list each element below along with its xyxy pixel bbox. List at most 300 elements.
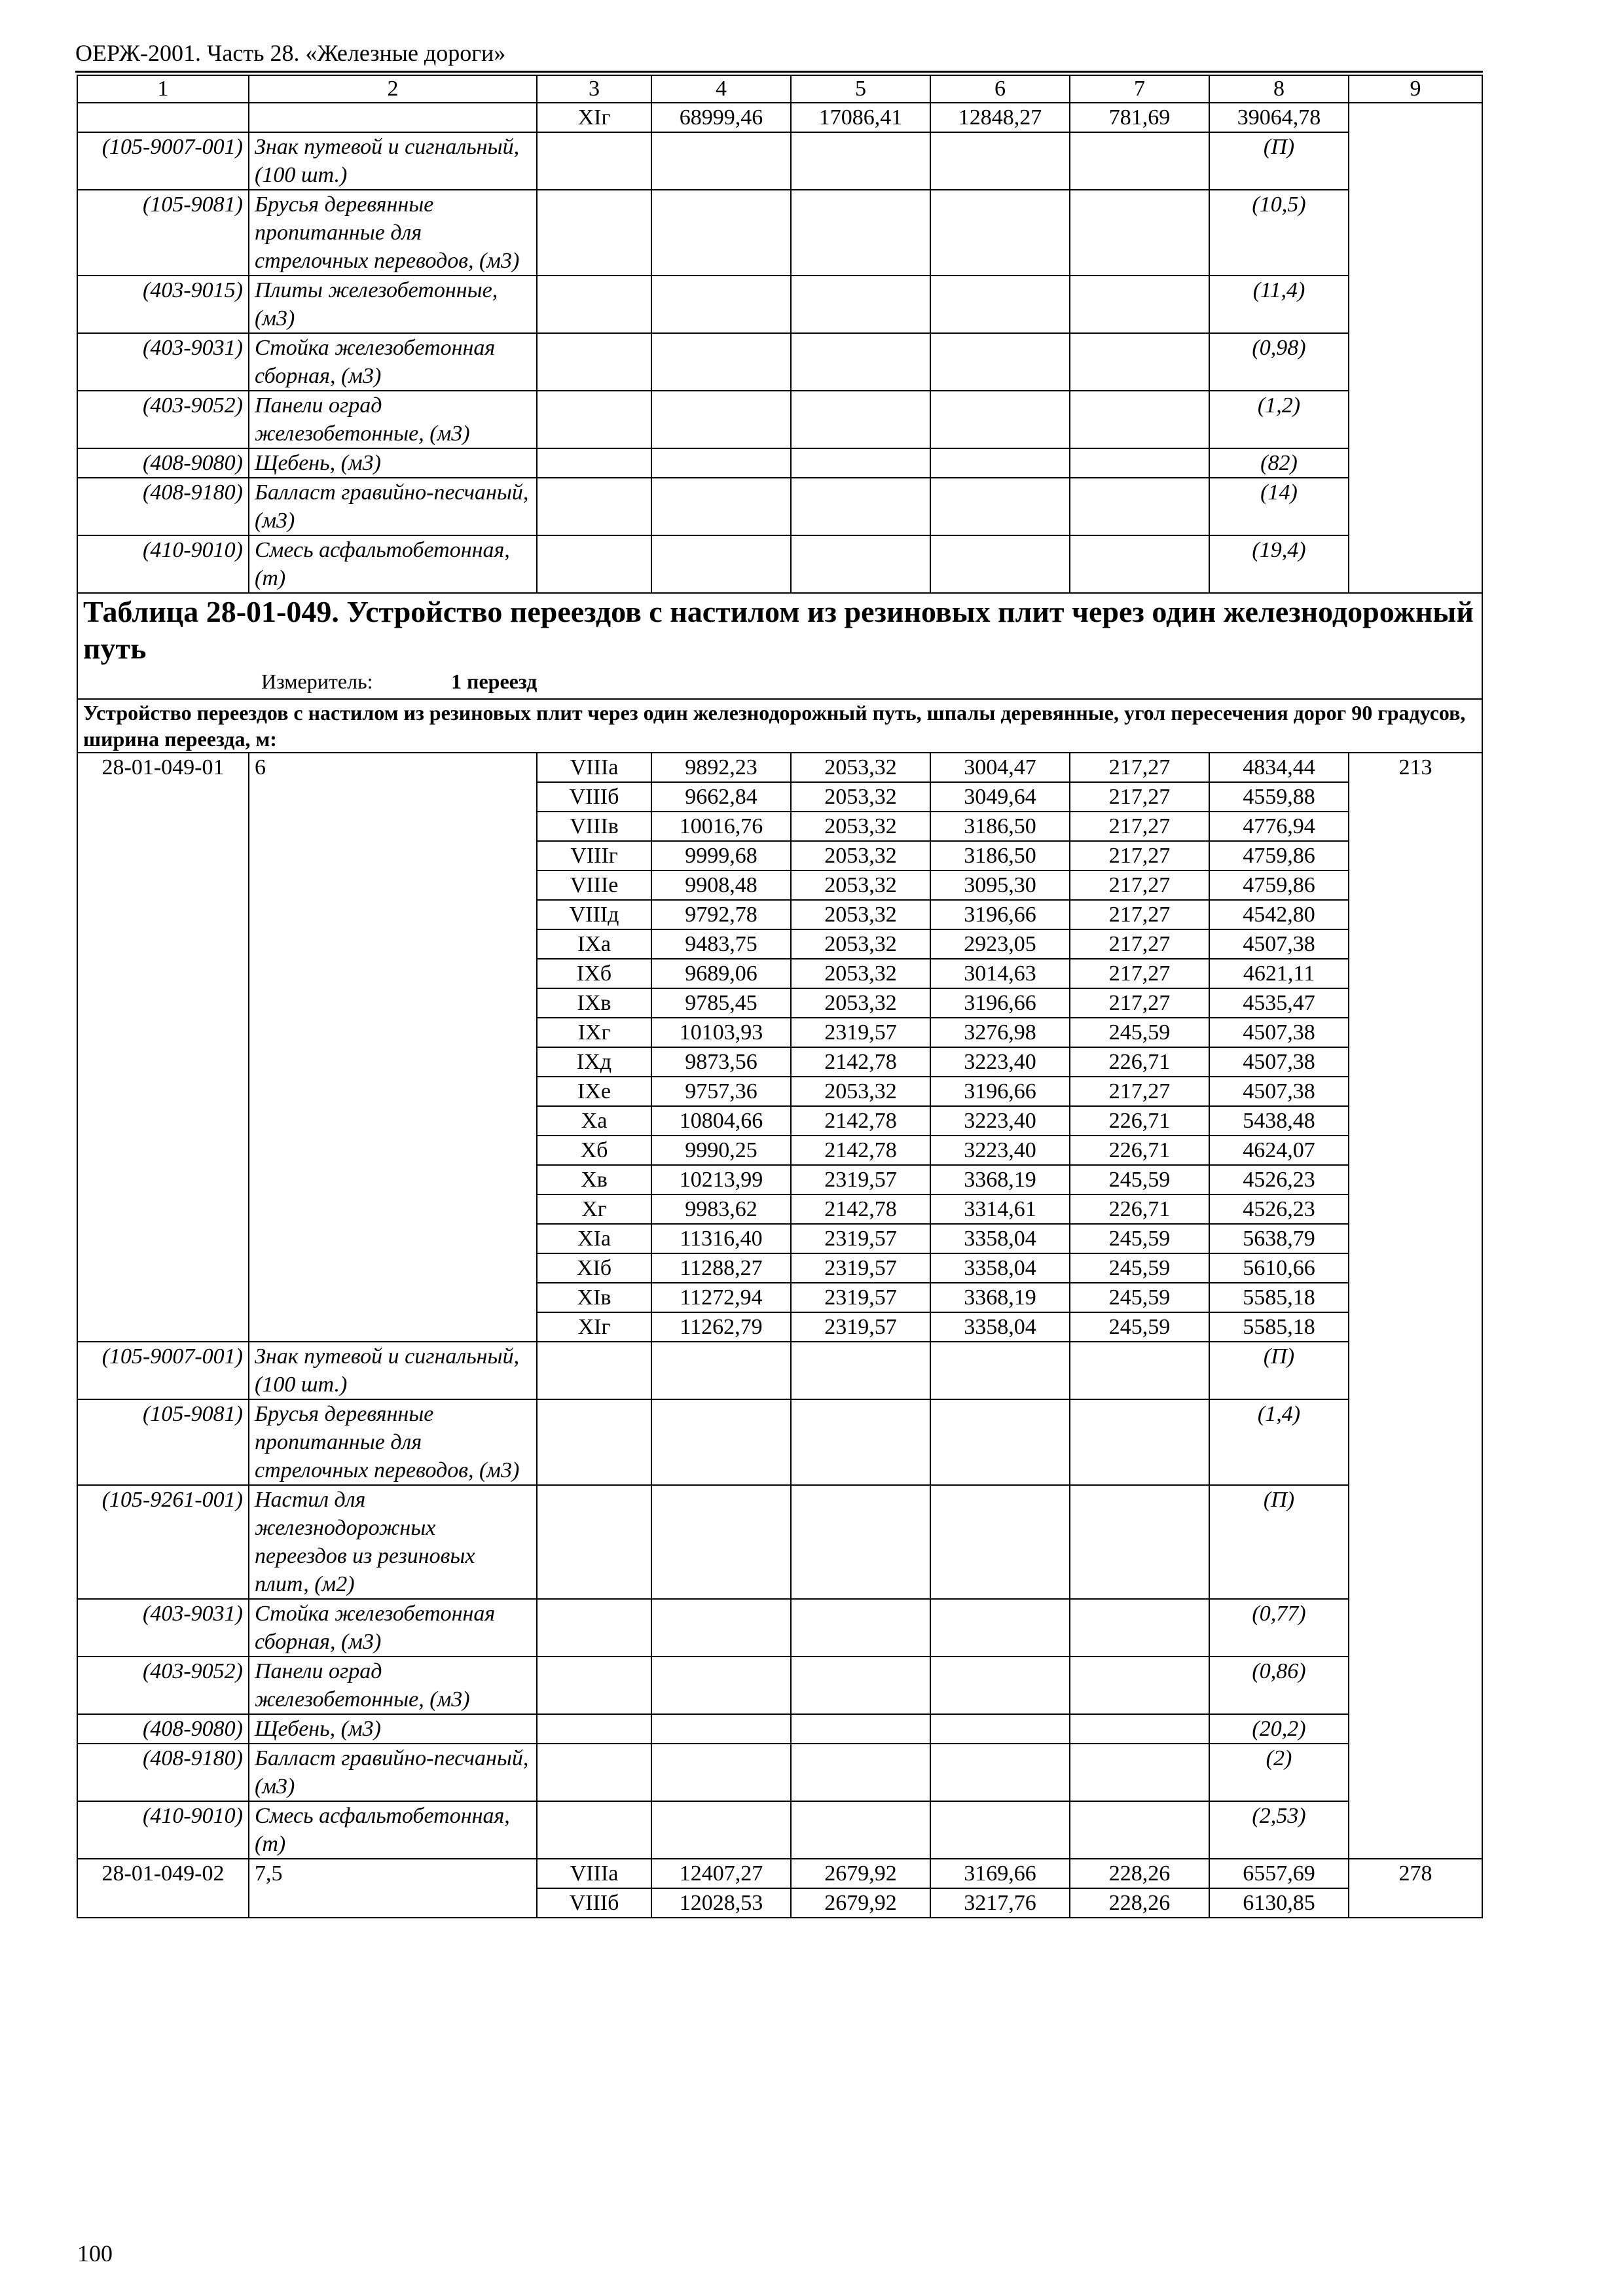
resource-row xyxy=(77,448,1482,478)
climate-zone: IXд xyxy=(537,1047,651,1077)
blank-cell xyxy=(651,132,791,190)
measure-label: Измеритель: xyxy=(261,670,373,693)
value-c5: 2142,78 xyxy=(791,1194,930,1224)
blank-cell xyxy=(1070,478,1209,535)
value-c6: 12848,27 xyxy=(930,103,1070,132)
value-c6: 3169,66 xyxy=(930,1859,1070,1888)
value-c7: 228,26 xyxy=(1070,1859,1209,1888)
blank-cell xyxy=(537,1399,651,1485)
climate-zone: IXб xyxy=(537,959,651,988)
value-c7: 228,26 xyxy=(1070,1888,1209,1918)
resource-row xyxy=(77,1801,1482,1859)
value-c8: 4535,47 xyxy=(1209,988,1349,1018)
value-c4: 10213,99 xyxy=(651,1165,791,1194)
value-c6: 3368,19 xyxy=(930,1283,1070,1312)
value-row xyxy=(77,753,1482,782)
value-c8: 4559,88 xyxy=(1209,782,1349,812)
resource-code: (105-9007-001) xyxy=(77,1342,249,1399)
blank-cell xyxy=(537,190,651,276)
value-c7: 217,27 xyxy=(1070,988,1209,1018)
value-c5: 2319,57 xyxy=(791,1165,930,1194)
resource-name: Балласт гравийно-песчаный, (м3) xyxy=(249,1744,537,1801)
value-c4: 11272,94 xyxy=(651,1283,791,1312)
table-description: Устройство переездов с настилом из резиновых плит через один железнодорожный путь, шпалы деревянные, угол пересечения дорог 90 градусов, ширина переезда, м: xyxy=(77,699,1482,753)
table-body xyxy=(77,75,1482,1918)
labor-cost: 213 xyxy=(1349,753,1482,1859)
value-c5: 2679,92 xyxy=(791,1888,930,1918)
value-c4: 11262,79 xyxy=(651,1312,791,1342)
value-c7: 217,27 xyxy=(1070,841,1209,870)
value-c4: 9662,84 xyxy=(651,782,791,812)
resource-code: (105-9081) xyxy=(77,190,249,276)
estimate-table xyxy=(77,75,1483,1918)
resource-value: (11,4) xyxy=(1209,276,1349,333)
climate-zone: VIIIг xyxy=(537,841,651,870)
blank-cell xyxy=(651,478,791,535)
measure-line xyxy=(261,667,1476,698)
blank-cell xyxy=(651,276,791,333)
table-description-row xyxy=(77,699,1482,753)
value-c6: 3004,47 xyxy=(930,753,1070,782)
blank-cell xyxy=(651,535,791,593)
value-c5: 2142,78 xyxy=(791,1136,930,1165)
blank-cell xyxy=(651,1485,791,1599)
value-c6: 3186,50 xyxy=(930,812,1070,841)
blank-cell xyxy=(930,1485,1070,1599)
value-c8: 4507,38 xyxy=(1209,929,1349,959)
column-number: 9 xyxy=(1349,75,1482,103)
resource-value: (0,98) xyxy=(1209,333,1349,391)
resource-row xyxy=(77,1744,1482,1801)
climate-zone: VIIIа xyxy=(537,1859,651,1888)
resource-name: Знак путевой и сигнальный, (100 шт.) xyxy=(249,1342,537,1399)
blank-cell xyxy=(791,1485,930,1599)
blank-cell xyxy=(791,1599,930,1657)
blank-cell xyxy=(651,1657,791,1714)
value-c7: 781,69 xyxy=(1070,103,1209,132)
value-c8: 5585,18 xyxy=(1209,1312,1349,1342)
blank-cell xyxy=(930,391,1070,448)
value-c5: 2142,78 xyxy=(791,1106,930,1136)
resource-code: (408-9180) xyxy=(77,478,249,535)
blank-cell xyxy=(651,1801,791,1859)
blank-cell xyxy=(930,190,1070,276)
rate-code: 28-01-049-01 xyxy=(77,753,249,1342)
resource-name: Смесь асфальтобетонная, (т) xyxy=(249,1801,537,1859)
resource-row xyxy=(77,1714,1482,1744)
resource-row xyxy=(77,276,1482,333)
value-c7: 217,27 xyxy=(1070,870,1209,900)
climate-zone: VIIIа xyxy=(537,753,651,782)
resource-name: Стойка железобетонная сборная, (м3) xyxy=(249,333,537,391)
climate-zone: VIIIб xyxy=(537,782,651,812)
blank-cell xyxy=(930,132,1070,190)
resource-code: (403-9015) xyxy=(77,276,249,333)
climate-zone: VIIIе xyxy=(537,870,651,900)
value-c8: 4834,44 xyxy=(1209,753,1349,782)
resource-value: (1,2) xyxy=(1209,391,1349,448)
blank-cell xyxy=(791,478,930,535)
value-c8: 4624,07 xyxy=(1209,1136,1349,1165)
value-c8: 4526,23 xyxy=(1209,1194,1349,1224)
column-number: 1 xyxy=(77,75,249,103)
blank-cell xyxy=(537,1342,651,1399)
blank-cell xyxy=(1070,190,1209,276)
value-c5: 2319,57 xyxy=(791,1283,930,1312)
blank-cell xyxy=(791,1399,930,1485)
climate-zone: XIа xyxy=(537,1224,651,1253)
rate-code: 28-01-049-02 xyxy=(77,1859,249,1918)
value-c6: 3049,64 xyxy=(930,782,1070,812)
value-c6: 3217,76 xyxy=(930,1888,1070,1918)
resource-value: (П) xyxy=(1209,132,1349,190)
value-c6: 3223,40 xyxy=(930,1106,1070,1136)
resource-value: (82) xyxy=(1209,448,1349,478)
resource-value: (14) xyxy=(1209,478,1349,535)
column-number: 5 xyxy=(791,75,930,103)
climate-zone: IXв xyxy=(537,988,651,1018)
column-number: 2 xyxy=(249,75,537,103)
blank-cell xyxy=(537,1801,651,1859)
value-c6: 3223,40 xyxy=(930,1136,1070,1165)
climate-zone: Xб xyxy=(537,1136,651,1165)
blank-cell xyxy=(651,1599,791,1657)
value-c5: 2142,78 xyxy=(791,1047,930,1077)
value-c4: 9785,45 xyxy=(651,988,791,1018)
resource-row xyxy=(77,478,1482,535)
value-c4: 9757,36 xyxy=(651,1077,791,1106)
blank-cell xyxy=(791,190,930,276)
resource-name: Брусья деревянные пропитанные для стрелочных переводов, (м3) xyxy=(249,1399,537,1485)
resource-name: Щебень, (м3) xyxy=(249,1714,537,1744)
blank-cell xyxy=(537,132,651,190)
blank-cell xyxy=(1070,276,1209,333)
blank-cell xyxy=(1070,333,1209,391)
value-c6: 3196,66 xyxy=(930,1077,1070,1106)
blank-cell xyxy=(1070,1657,1209,1714)
blank-cell xyxy=(1070,535,1209,593)
value-c6: 3358,04 xyxy=(930,1312,1070,1342)
value-c6: 2923,05 xyxy=(930,929,1070,959)
resource-name: Настил для железнодорожных переездов из резиновых плит, (м2) xyxy=(249,1485,537,1599)
value-c4: 9689,06 xyxy=(651,959,791,988)
blank-cell xyxy=(1070,1342,1209,1399)
resource-value: (П) xyxy=(1209,1485,1349,1599)
blank-cell xyxy=(1070,1714,1209,1744)
resource-code: (403-9031) xyxy=(77,333,249,391)
blank-cell xyxy=(1070,132,1209,190)
table-title-cell xyxy=(77,593,1482,699)
value-c8: 4621,11 xyxy=(1209,959,1349,988)
value-c7: 245,59 xyxy=(1070,1312,1209,1342)
value-c6: 3358,04 xyxy=(930,1224,1070,1253)
running-header: ОЕРЖ-2001. Часть 28. «Железные дороги» xyxy=(75,40,506,66)
value-c6: 3095,30 xyxy=(930,870,1070,900)
blank-cell xyxy=(930,1342,1070,1399)
blank-cell xyxy=(930,1599,1070,1657)
blank-cell xyxy=(791,448,930,478)
resource-row xyxy=(77,333,1482,391)
blank-cell xyxy=(930,448,1070,478)
value-c5: 2319,57 xyxy=(791,1312,930,1342)
value-c5: 2053,32 xyxy=(791,841,930,870)
resource-name: Брусья деревянные пропитанные для стрелочных переводов, (м3) xyxy=(249,190,537,276)
column-number: 3 xyxy=(537,75,651,103)
resource-row xyxy=(77,391,1482,448)
value-c4: 12407,27 xyxy=(651,1859,791,1888)
blank-cell xyxy=(537,1744,651,1801)
value-c5: 2053,32 xyxy=(791,929,930,959)
resource-value: (0,77) xyxy=(1209,1599,1349,1657)
resource-code: (408-9180) xyxy=(77,1744,249,1801)
value-c7: 245,59 xyxy=(1070,1283,1209,1312)
value-c6: 3314,61 xyxy=(930,1194,1070,1224)
value-c4: 9983,62 xyxy=(651,1194,791,1224)
resource-value: (20,2) xyxy=(1209,1714,1349,1744)
value-c4: 68999,46 xyxy=(651,103,791,132)
blank-cell xyxy=(1070,1485,1209,1599)
value-c8: 5438,48 xyxy=(1209,1106,1349,1136)
labor-cost: 278 xyxy=(1349,1859,1482,1918)
value-c8: 4507,38 xyxy=(1209,1018,1349,1047)
value-c4: 9483,75 xyxy=(651,929,791,959)
blank-cell xyxy=(1349,103,1482,593)
resource-value: (19,4) xyxy=(1209,535,1349,593)
value-c8: 39064,78 xyxy=(1209,103,1349,132)
blank-cell xyxy=(930,1657,1070,1714)
climate-zone: VIIIд xyxy=(537,900,651,929)
value-c7: 226,71 xyxy=(1070,1047,1209,1077)
column-number-row xyxy=(77,75,1482,103)
value-c8: 4507,38 xyxy=(1209,1047,1349,1077)
value-c4: 12028,53 xyxy=(651,1888,791,1918)
value-c8: 4526,23 xyxy=(1209,1165,1349,1194)
blank-cell xyxy=(1070,391,1209,448)
resource-row xyxy=(77,190,1482,276)
value-c6: 3368,19 xyxy=(930,1165,1070,1194)
climate-zone: Xа xyxy=(537,1106,651,1136)
value-c8: 5585,18 xyxy=(1209,1283,1349,1312)
resource-value: (10,5) xyxy=(1209,190,1349,276)
value-c4: 9990,25 xyxy=(651,1136,791,1165)
value-c6: 3276,98 xyxy=(930,1018,1070,1047)
resource-row xyxy=(77,132,1482,190)
value-c8: 4759,86 xyxy=(1209,870,1349,900)
resource-name: Плиты железобетонные, (м3) xyxy=(249,276,537,333)
value-c7: 217,27 xyxy=(1070,1077,1209,1106)
value-c4: 10016,76 xyxy=(651,812,791,841)
blank-cell xyxy=(791,1744,930,1801)
blank-cell xyxy=(930,333,1070,391)
blank-cell xyxy=(537,333,651,391)
blank-cell xyxy=(651,1744,791,1801)
blank-cell xyxy=(791,1801,930,1859)
value-c8: 4759,86 xyxy=(1209,841,1349,870)
resource-code: (410-9010) xyxy=(77,1801,249,1859)
climate-zone: XIг xyxy=(537,1312,651,1342)
blank-cell xyxy=(930,1801,1070,1859)
climate-zone: IXг xyxy=(537,1018,651,1047)
blank-cell xyxy=(1070,448,1209,478)
resource-name: Щебень, (м3) xyxy=(249,448,537,478)
value-c4: 10103,93 xyxy=(651,1018,791,1047)
resource-value: (П) xyxy=(1209,1342,1349,1399)
value-c8: 4542,80 xyxy=(1209,900,1349,929)
value-c7: 217,27 xyxy=(1070,929,1209,959)
blank-cell xyxy=(537,1714,651,1744)
value-c5: 2053,32 xyxy=(791,870,930,900)
value-c4: 11288,27 xyxy=(651,1253,791,1283)
resource-name: Знак путевой и сигнальный, (100 шт.) xyxy=(249,132,537,190)
value-c8: 5638,79 xyxy=(1209,1224,1349,1253)
resource-value: (2) xyxy=(1209,1744,1349,1801)
blank-cell xyxy=(651,448,791,478)
climate-zone: IXа xyxy=(537,929,651,959)
value-c5: 2053,32 xyxy=(791,1077,930,1106)
value-c7: 226,71 xyxy=(1070,1194,1209,1224)
rate-parameter: 6 xyxy=(249,753,537,1342)
resource-row xyxy=(77,1657,1482,1714)
blank-cell xyxy=(537,448,651,478)
blank-cell xyxy=(791,333,930,391)
blank-cell xyxy=(537,276,651,333)
column-number: 7 xyxy=(1070,75,1209,103)
page-number: 100 xyxy=(77,2240,113,2267)
resource-name: Стойка железобетонная сборная, (м3) xyxy=(249,1599,537,1657)
value-c7: 217,27 xyxy=(1070,782,1209,812)
value-c6: 3196,66 xyxy=(930,900,1070,929)
value-c6: 3186,50 xyxy=(930,841,1070,870)
resource-row xyxy=(77,1342,1482,1399)
value-c5: 17086,41 xyxy=(791,103,930,132)
resource-row xyxy=(77,1399,1482,1485)
value-c5: 2053,32 xyxy=(791,782,930,812)
measure-value: 1 переезд xyxy=(451,670,538,693)
blank-cell xyxy=(930,1744,1070,1801)
blank-cell xyxy=(651,1399,791,1485)
value-c4: 11316,40 xyxy=(651,1224,791,1253)
blank-cell xyxy=(930,1714,1070,1744)
climate-zone: XIг xyxy=(537,103,651,132)
blank-cell xyxy=(1070,1399,1209,1485)
climate-zone: XIб xyxy=(537,1253,651,1283)
table-title: Таблица 28-01-049. Устройство переездов с настилом из резиновых плит через один железнодорожный путь xyxy=(83,595,1474,665)
value-c5: 2679,92 xyxy=(791,1859,930,1888)
blank-cell xyxy=(791,1657,930,1714)
blank-cell xyxy=(651,391,791,448)
blank-cell xyxy=(791,1342,930,1399)
value-c7: 226,71 xyxy=(1070,1106,1209,1136)
value-c6: 3223,40 xyxy=(930,1047,1070,1077)
value-c7: 217,27 xyxy=(1070,812,1209,841)
resource-code: (403-9052) xyxy=(77,391,249,448)
blank-cell xyxy=(1070,1599,1209,1657)
resource-name: Панели оград железобетонные, (м3) xyxy=(249,1657,537,1714)
value-c6: 3014,63 xyxy=(930,959,1070,988)
blank-cell xyxy=(930,276,1070,333)
resource-code: (403-9052) xyxy=(77,1657,249,1714)
climate-zone: Xг xyxy=(537,1194,651,1224)
blank-cell xyxy=(537,1657,651,1714)
value-c4: 9873,56 xyxy=(651,1047,791,1077)
climate-zone: IXе xyxy=(537,1077,651,1106)
resource-value: (0,86) xyxy=(1209,1657,1349,1714)
blank-cell xyxy=(1070,1801,1209,1859)
blank-cell xyxy=(537,478,651,535)
resource-code: (408-9080) xyxy=(77,448,249,478)
blank-cell xyxy=(791,391,930,448)
value-c4: 9792,78 xyxy=(651,900,791,929)
resource-code: (410-9010) xyxy=(77,535,249,593)
value-c7: 226,71 xyxy=(1070,1136,1209,1165)
value-c8: 6130,85 xyxy=(1209,1888,1349,1918)
blank-cell xyxy=(77,103,249,132)
blank-cell xyxy=(930,535,1070,593)
blank-cell xyxy=(249,103,537,132)
resource-name: Смесь асфальтобетонная, (т) xyxy=(249,535,537,593)
table-title-row xyxy=(77,593,1482,699)
blank-cell xyxy=(537,391,651,448)
value-c7: 245,59 xyxy=(1070,1224,1209,1253)
value-c4: 9892,23 xyxy=(651,753,791,782)
value-c8: 5610,66 xyxy=(1209,1253,1349,1283)
blank-cell xyxy=(651,1714,791,1744)
value-c8: 4507,38 xyxy=(1209,1077,1349,1106)
value-c4: 10804,66 xyxy=(651,1106,791,1136)
resource-code: (105-9007-001) xyxy=(77,132,249,190)
blank-cell xyxy=(537,1485,651,1599)
resource-row xyxy=(77,1485,1482,1599)
resource-value: (1,4) xyxy=(1209,1399,1349,1485)
value-c4: 9908,48 xyxy=(651,870,791,900)
rate-parameter: 7,5 xyxy=(249,1859,537,1918)
column-number: 6 xyxy=(930,75,1070,103)
blank-cell xyxy=(651,1342,791,1399)
value-c7: 245,59 xyxy=(1070,1253,1209,1283)
blank-cell xyxy=(1070,1744,1209,1801)
resource-code: (408-9080) xyxy=(77,1714,249,1744)
resource-row xyxy=(77,535,1482,593)
value-c5: 2053,32 xyxy=(791,900,930,929)
value-c5: 2319,57 xyxy=(791,1018,930,1047)
climate-zone: Xв xyxy=(537,1165,651,1194)
value-c7: 217,27 xyxy=(1070,753,1209,782)
resource-value: (2,53) xyxy=(1209,1801,1349,1859)
resource-code: (105-9261-001) xyxy=(77,1485,249,1599)
resource-code: (105-9081) xyxy=(77,1399,249,1485)
blank-cell xyxy=(537,1599,651,1657)
blank-cell xyxy=(651,190,791,276)
value-c7: 217,27 xyxy=(1070,900,1209,929)
column-number: 8 xyxy=(1209,75,1349,103)
blank-cell xyxy=(791,1714,930,1744)
value-c5: 2319,57 xyxy=(791,1253,930,1283)
value-row xyxy=(77,1859,1482,1888)
climate-zone: VIIIб xyxy=(537,1888,651,1918)
climate-zone: XIв xyxy=(537,1283,651,1312)
blank-cell xyxy=(791,535,930,593)
blank-cell xyxy=(930,478,1070,535)
blank-cell xyxy=(651,333,791,391)
resource-name: Балласт гравийно-песчаный, (м3) xyxy=(249,478,537,535)
value-c5: 2053,32 xyxy=(791,959,930,988)
resource-code: (403-9031) xyxy=(77,1599,249,1657)
column-number: 4 xyxy=(651,75,791,103)
value-c7: 245,59 xyxy=(1070,1018,1209,1047)
resource-row xyxy=(77,1599,1482,1657)
value-c8: 6557,69 xyxy=(1209,1859,1349,1888)
value-c5: 2053,32 xyxy=(791,988,930,1018)
